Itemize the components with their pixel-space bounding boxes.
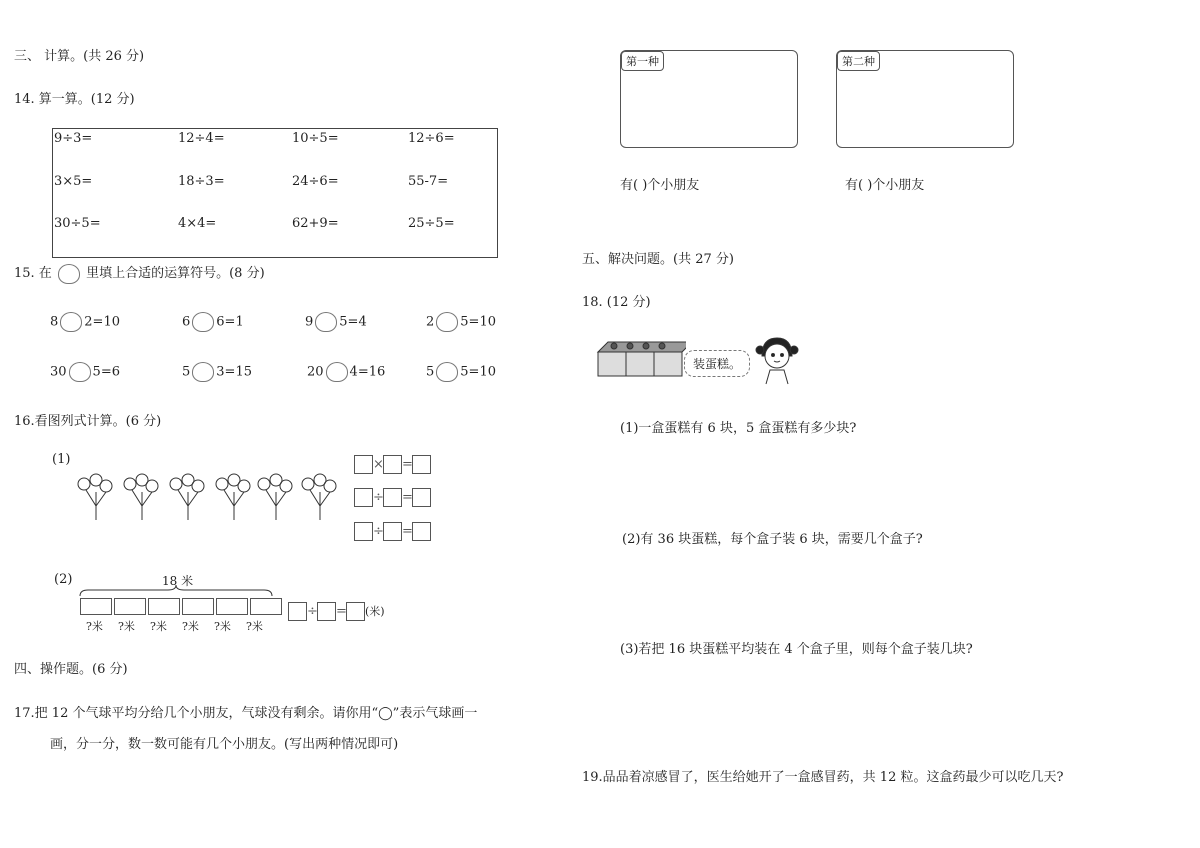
q15-left: 20: [307, 364, 324, 380]
length-label: 18 米: [162, 574, 194, 588]
speech-bubble: 装蛋糕。: [684, 350, 750, 377]
q17-line2: 画，分一分，数一数可能有几个小朋友。(写出两种情况即可): [50, 737, 399, 752]
segment: [114, 598, 146, 615]
answer-box[interactable]: [412, 455, 431, 474]
calc-cell: 55-7=: [408, 174, 449, 189]
q18-part2: (2)有 36 块蛋糕，每个盒子装 6 块，需要几个盒子?: [622, 532, 923, 547]
q15-right: 6=1: [216, 314, 244, 330]
flower-groups-icon: [70, 470, 340, 524]
q15-right: 2=10: [84, 314, 120, 330]
answer-shape-icon[interactable]: [192, 362, 214, 382]
calc-cell: 9÷3=: [54, 131, 93, 146]
q18-title: 18. (12 分): [582, 295, 651, 310]
box-label: 第一种: [621, 51, 664, 71]
q16-part1-label: (1): [52, 452, 71, 467]
calc-cell: 62+9=: [292, 216, 339, 231]
girl-character-icon: [752, 334, 802, 386]
operator: ÷: [373, 490, 384, 505]
equation-row: [354, 455, 431, 474]
calc-cell: 18÷3=: [178, 174, 225, 189]
section-3-title: 三、 计算。(共 26 分): [14, 49, 145, 64]
unit: (米): [365, 605, 385, 618]
calc-cell: 12÷6=: [408, 131, 455, 146]
q15-item: [182, 362, 252, 382]
equals: =: [402, 524, 413, 539]
segment: [182, 598, 214, 615]
answer-line-2: 有( )个小朋友: [845, 178, 925, 193]
answer-box[interactable]: [354, 522, 373, 541]
q16-title: 16.看图列式计算。(6 分): [14, 414, 162, 429]
seg-label: ?米: [246, 620, 263, 633]
q15-right: 4=16: [349, 364, 386, 380]
q18-part3: (3)若把 16 块蛋糕平均装在 4 个盒子里，则每个盒子装几块?: [620, 642, 973, 657]
q15-right: 5=10: [460, 364, 496, 380]
answer-shape-icon[interactable]: [436, 362, 458, 382]
answer-shape-icon[interactable]: [436, 312, 458, 332]
answer-box[interactable]: [383, 522, 402, 541]
cake-boxes-icon: [596, 336, 686, 380]
q15-right: 5=6: [92, 364, 120, 380]
equation-row: [354, 522, 431, 541]
answer-box[interactable]: [383, 455, 402, 474]
segment: [216, 598, 248, 615]
calc-cell: 12÷4=: [178, 131, 225, 146]
q15-prefix: 15. 在: [14, 266, 52, 281]
answer-box[interactable]: [288, 602, 307, 621]
q15-right: 5=10: [460, 314, 496, 330]
section-5-title: 五、解决问题。(共 27 分): [582, 252, 734, 267]
q15-item: [305, 312, 367, 332]
calc-cell: 25÷5=: [408, 216, 455, 231]
calc-cell: 3×5=: [54, 174, 93, 189]
q15-right: 5=4: [339, 314, 367, 330]
q15-item: [50, 312, 120, 332]
seg-label: ?米: [214, 620, 231, 633]
answer-shape-icon[interactable]: [315, 312, 337, 332]
q17-line1: 17.把 12 个气球平均分给几个小朋友，气球没有剩余。请你用“◯”表示气球画一: [14, 706, 478, 721]
seg-label: ?米: [182, 620, 199, 633]
q14-calc-table: [52, 128, 498, 258]
calc-cell: 24÷6=: [292, 174, 339, 189]
q15-item: [307, 362, 385, 382]
answer-shape-icon[interactable]: [69, 362, 91, 382]
seg-label: ?米: [150, 620, 167, 633]
q15-title: [14, 262, 265, 284]
drawing-box-1[interactable]: [620, 50, 798, 148]
q15-left: 2: [426, 314, 435, 330]
length-brace-icon: [78, 584, 274, 598]
q15-item: [182, 312, 244, 332]
q15-item: [426, 362, 496, 382]
operator: ÷: [307, 604, 318, 619]
q16-part2-label: (2): [54, 572, 73, 587]
calc-cell: 4×4=: [178, 216, 217, 231]
equation-row: [354, 488, 431, 507]
answer-box[interactable]: [354, 455, 373, 474]
q15-left: 5: [182, 364, 191, 380]
q15-right: 3=15: [216, 364, 252, 380]
q15-left: 9: [305, 314, 314, 330]
section-4-title: 四、操作题。(6 分): [14, 662, 128, 677]
segment-bar: [80, 598, 284, 614]
box-label: 第二种: [837, 51, 880, 71]
q15-left: 30: [50, 364, 67, 380]
seg-label: ?米: [118, 620, 135, 633]
equals: =: [402, 490, 413, 505]
q15-left: 8: [50, 314, 59, 330]
equation-row: [288, 602, 385, 621]
segment: [250, 598, 282, 615]
q18-part1: (1)一盒蛋糕有 6 块，5 盒蛋糕有多少块?: [620, 421, 857, 436]
answer-box[interactable]: [346, 602, 365, 621]
operator: ×: [373, 457, 384, 472]
answer-box[interactable]: [354, 488, 373, 507]
drawing-box-2[interactable]: [836, 50, 1014, 148]
answer-shape-icon[interactable]: [60, 312, 82, 332]
answer-line-1: 有( )个小朋友: [620, 178, 700, 193]
equals: =: [336, 604, 347, 619]
segment: [148, 598, 180, 615]
answer-box[interactable]: [317, 602, 336, 621]
q15-item: [426, 312, 496, 332]
segment: [80, 598, 112, 615]
seg-label: ?米: [86, 620, 103, 633]
q19-text: 19.品品着凉感冒了，医生给她开了一盒感冒药，共 12 粒。这盒药最少可以吃几天?: [582, 770, 1064, 785]
answer-box[interactable]: [412, 522, 431, 541]
q15-left: 5: [426, 364, 435, 380]
q15-left: 6: [182, 314, 191, 330]
calc-cell: 30÷5=: [54, 216, 101, 231]
operator: ÷: [373, 524, 384, 539]
q15-item: [50, 362, 120, 382]
answer-shape-icon[interactable]: [192, 312, 214, 332]
answer-box[interactable]: [412, 488, 431, 507]
calc-cell: 10÷5=: [292, 131, 339, 146]
answer-box[interactable]: [383, 488, 402, 507]
q14-title: 14. 算一算。(12 分): [14, 92, 135, 107]
q15-suffix: 里填上合适的运算符号。(8 分): [86, 266, 265, 281]
equals: =: [402, 457, 413, 472]
answer-shape-icon[interactable]: [326, 362, 348, 382]
answer-shape-icon: [58, 264, 80, 284]
